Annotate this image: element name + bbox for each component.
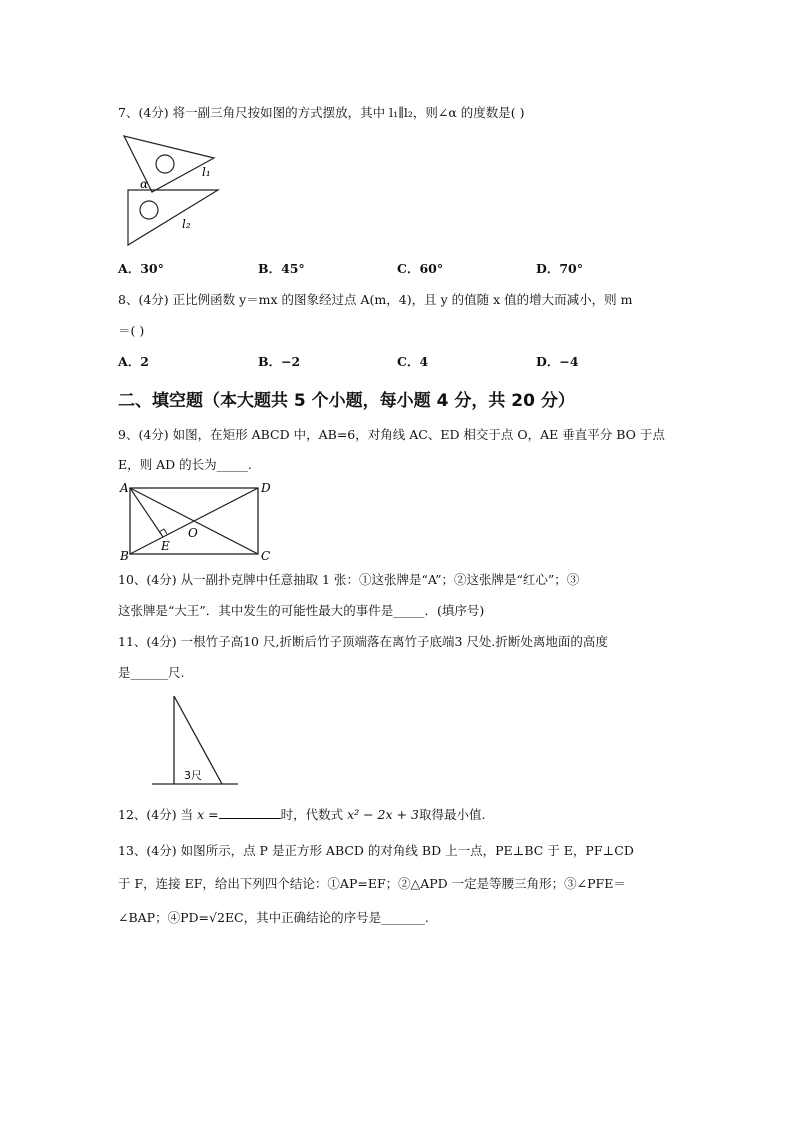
q9-label-a: A	[120, 481, 129, 495]
q8-option-b[interactable]: B．−2	[258, 354, 301, 369]
q7-text: 7、(4分) 将一副三角尺按如图的方式摆放，其中 l₁∥l₂，则∠α 的度数是( )	[118, 105, 525, 120]
q10-line1: 10、(4分) 从一副扑克牌中任意抽取 1 张：①这张牌是“A”；②这张牌是“红心”；③	[118, 572, 580, 587]
q12-prefix: 12、(4分) 当	[118, 807, 194, 822]
q9-line1: 9、(4分) 如图，在矩形 ABCD 中，AB=6，对角线 AC、ED 相交于点 O，AE 垂直平分 BO 于点	[118, 427, 665, 442]
q8-option-a[interactable]: A．2	[118, 354, 149, 369]
q9-label-d: D	[261, 481, 271, 495]
q8-line1: 8、(4分) 正比例函数 y＝mx 的图象经过点 A(m，4)，且 y 的值随 x 值的增大而减小，则 m	[118, 292, 633, 307]
q9-rectangle-figure	[118, 480, 278, 565]
q12-expr: x² − 2x + 3	[347, 807, 419, 822]
q7-option-b[interactable]: B．45°	[258, 261, 305, 276]
q7-option-c[interactable]: C．60°	[397, 261, 444, 276]
q9-line2: E，则 AD 的长为_____.	[118, 457, 252, 472]
q7-upper-circle	[156, 155, 174, 173]
q7-l1-label: l₁	[202, 165, 211, 179]
q13-sqrt: √2	[209, 910, 225, 925]
q12-line	[118, 806, 485, 823]
q7-l2-label: l₂	[182, 217, 191, 231]
q8-line2: ＝( )	[118, 323, 145, 338]
q13-line1: 13、(4分) 如图所示，点 P 是正方形 ABCD 的对角线 BD 上一点，PE⊥BC 于 E，PF⊥CD	[118, 843, 634, 858]
q11-bamboo-figure	[150, 692, 240, 788]
q9-label-e: E	[161, 539, 170, 553]
q7-figure	[118, 128, 228, 248]
q7-lower-triangle	[128, 190, 218, 245]
q12-middle: 时，代数式	[280, 807, 344, 822]
q10-line2: 这张牌是“大王”．其中发生的可能性最大的事件是_____．(填序号)	[118, 603, 485, 618]
q9-label-c: C	[261, 549, 271, 563]
q9-label-o: O	[188, 526, 198, 540]
q8-option-c[interactable]: C．4	[397, 354, 429, 369]
q7-option-d[interactable]: D．70°	[536, 261, 583, 276]
q9-segment-ae	[130, 488, 163, 537]
q11-line1: 11、(4分) 一根竹子高10 尺,折断后竹子顶端落在离竹子底端3 尺处.折断处离地面的高度	[118, 634, 608, 649]
q11-line2: 是______尺.	[118, 665, 185, 680]
q12-suffix: 取得最小值.	[418, 807, 486, 822]
q12-answer-blank[interactable]	[219, 806, 281, 819]
q7-upper-triangle	[124, 136, 214, 192]
q9-label-b: B	[120, 549, 129, 563]
q13-line3-a: ∠BAP；④PD=	[118, 910, 210, 925]
q7-lower-circle	[140, 201, 158, 219]
q12-var: x =	[197, 807, 219, 822]
q13-line2: 于 F，连接 EF，给出下列四个结论：①AP=EF；②△APD 一定是等腰三角形；③∠PFE＝	[118, 876, 626, 891]
q7-option-a[interactable]: A．30°	[118, 261, 164, 276]
q13-line3	[118, 910, 429, 926]
q7-alpha-label: α	[140, 177, 149, 191]
q11-base-label: 3尺	[184, 769, 202, 782]
section-2-title: 二、填空题（本大题共 5 个小题，每小题 4 分，共 20 分）	[118, 391, 575, 411]
q8-option-d[interactable]: D．−4	[536, 354, 579, 369]
q13-line3-b: EC，其中正确结论的序号是_______.	[224, 910, 429, 925]
